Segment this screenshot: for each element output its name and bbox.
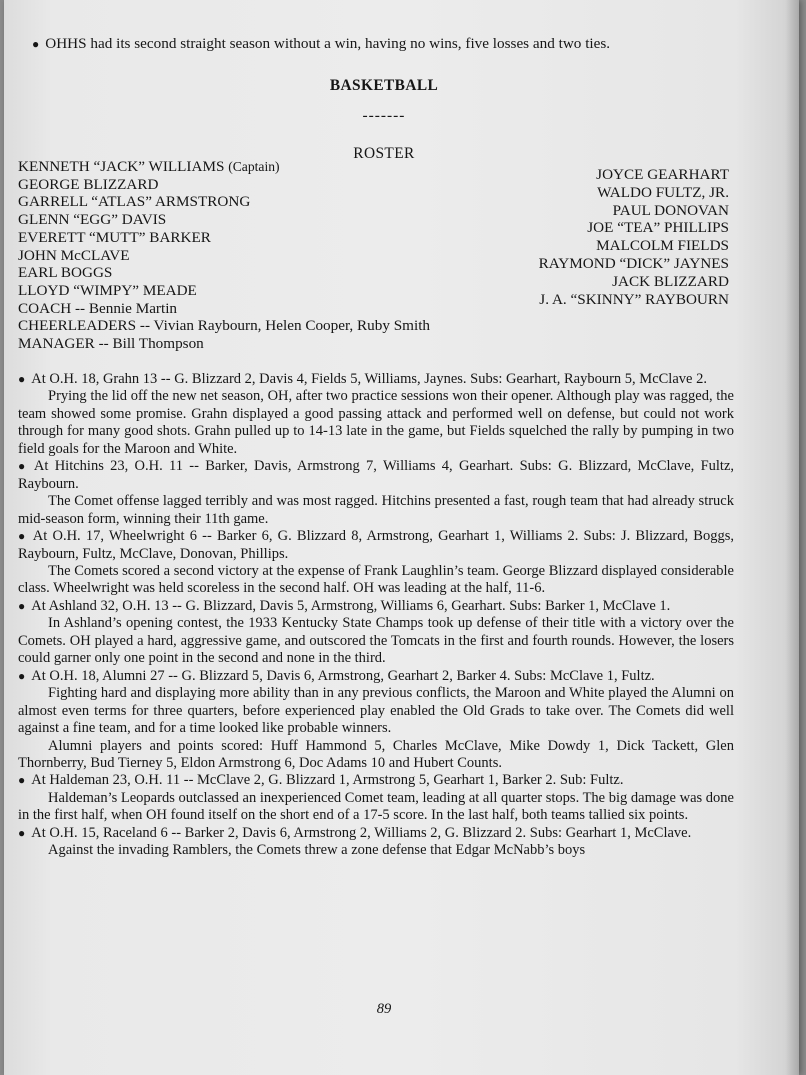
- lead-bullet: [32, 33, 732, 55]
- bullet-icon: ●: [18, 529, 27, 544]
- game-result: ● At Hitchins 23, O.H. 11 -- Barker, Davis, Armstrong 7, Williams 4, Gearhart. Subs: G. Blizzard, McClave, Fultz, Raybourn.: [18, 458, 735, 492]
- roster-entry: GARRELL “ATLAS” ARMSTRONG: [18, 193, 251, 211]
- roster-entry: JOE “TEA” PHILLIPS: [587, 219, 729, 237]
- alumni-scorers: Alumni players and points scored: Huff Hammond 5, Charles McClave, Mike Dowdy 1, Dick Tackett, Glen Thornberry, Bud Tierney 5, Eldon Armstrong 6, Doc Adams 10 and Hubert Counts.: [18, 737, 734, 771]
- bullet-icon: ●: [18, 372, 26, 386]
- captain-note: (Captain): [228, 159, 280, 174]
- book-page: [4, 0, 799, 1075]
- bullet-icon: ●: [18, 459, 28, 474]
- roster-entry: PAUL DONOVAN: [612, 201, 729, 219]
- game-summary: In Ashland’s opening contest, the 1933 Kentucky State Champs took up defense of their title with a victory over the Comets. OH played a hard, aggressive game, and outscored the Tomcats in the first and fourth rounds. However, the losers could garner only one point in the second and none in the third.: [18, 615, 734, 667]
- roster-entry: WALDO FULTZ, JR.: [597, 183, 729, 201]
- roster-entry: MALCOLM FIELDS: [596, 237, 729, 255]
- roster-title: ROSTER: [353, 145, 415, 162]
- roster-entry: J. A. “SKINNY” RAYBOURN: [539, 290, 729, 308]
- roster-entry: JOYCE GEARHART: [596, 166, 729, 183]
- roster-entry: GEORGE BLIZZARD: [18, 175, 159, 193]
- game-summary: Fighting hard and displaying more ability than in any previous conflicts, the Maroon and White played the Alumni on almost even terms for three quarters, before experienced play enabled the Old Grads to take over. The Comets did well against a fine team, and for a time looked like probable winners.: [18, 685, 734, 737]
- game-summary: The Comet offense lagged terribly and was most ragged. Hitchins presented a fast, rough team that had already struck mid-season form, winning their 11th game.: [18, 493, 734, 527]
- roster-coach: COACH -- Bennie Martin: [18, 299, 178, 317]
- bullet-icon: ●: [32, 37, 40, 51]
- game-result: ● At O.H. 18, Alumni 27 -- G. Blizzard 5, Davis 6, Armstrong, Gearhart 2, Barker 4. Subs: McClave 1, Fultz.: [18, 667, 655, 684]
- roster-cheerleaders: CHEERLEADERS -- Vivian Raybourn, Helen Cooper, Ruby Smith: [18, 317, 431, 335]
- game-result: ● At O.H. 17, Wheelwright 6 -- Barker 6, G. Blizzard 8, Armstrong, Gearhart 1, Williams 2. Subs: J. Blizzard, Boggs, Raybourn, Fultz, McClave, Donovan, Phillips.: [18, 528, 734, 562]
- roster-entry: EARL BOGGS: [18, 264, 113, 282]
- game-reports: [18, 371, 734, 860]
- lead-bullet-text: OHHS had its second straight season without a win, having no wins, five losses and two ties.: [45, 35, 611, 52]
- roster-entry: RAYMOND “DICK” JAYNES: [538, 254, 729, 272]
- game-result: ● At Haldeman 23, O.H. 11 -- McClave 2, G. Blizzard 1, Armstrong 5, Gearhart 1, Barker 2. Sub: Fultz.: [18, 772, 624, 789]
- bullet-icon: ●: [18, 825, 26, 840]
- bullet-icon: ●: [18, 598, 26, 613]
- game-result: ● At Ashland 32, O.H. 13 -- G. Blizzard, Davis 5, Armstrong, Williams 6, Gearhart. Subs: Barker 1, McClave 1.: [18, 597, 671, 614]
- section-heading: BASKETBALL: [329, 77, 439, 94]
- bullet-icon: ●: [18, 773, 26, 788]
- game-summary: The Comets scored a second victory at the expense of Frank Laughlin’s team. George Blizzard displayed considerable class. Wheelwright was held scoreless in the second half. OH was leading at the half, 11-6.: [18, 562, 734, 597]
- section-divider: -------: [362, 107, 406, 124]
- game-result: ● At O.H. 18, Grahn 13 -- G. Blizzard 2, Davis 4, Fields 5, Williams, Jaynes. Subs: Gearhart, Raybourn 5, McClave 2.: [18, 371, 707, 387]
- page-number: 89: [376, 1001, 392, 1017]
- roster-manager: MANAGER -- Bill Thompson: [18, 335, 204, 353]
- game-summary: Against the invading Ramblers, the Comets threw a zone defense that Edgar McNabb’s boys: [48, 842, 586, 859]
- roster-entry: KENNETH “JACK” WILLIAMS (Captain): [18, 158, 280, 175]
- roster-entry: JACK BLIZZARD: [612, 272, 729, 290]
- bullet-icon: ●: [18, 668, 26, 683]
- roster-entry: LLOYD “WIMPY” MEADE: [18, 281, 197, 299]
- roster-right-column: [429, 166, 729, 308]
- roster-entry: JOHN McCLAVE: [18, 246, 130, 264]
- roster-entry: EVERETT “MUTT” BARKER: [18, 228, 211, 246]
- game-summary: Haldeman’s Leopards outclassed an inexperienced Comet team, leading at all quarter stops. The big damage was done in the first half, when OH found itself on the short end of a 17-5 score. In the last half, both teams tallied six points.: [18, 789, 734, 824]
- game-summary: Prying the lid off the new net season, OH, after two practice sessions won their opener. Although play was ragged, the team showed some promise. Grahn displayed a good passing attack and performed well on defense, but could not work through for many good shots. Grahn pulled up to 14-13 late in the game, but Fields squelched the rally by pumping in two field goals for the Maroon and White.: [18, 388, 734, 457]
- game-result: ● At O.H. 15, Raceland 6 -- Barker 2, Davis 6, Armstrong 2, Williams 2, G. Blizzard 2. Subs: Gearhart 1, McClave.: [18, 824, 692, 841]
- roster-entry: GLENN “EGG” DAVIS: [18, 211, 167, 229]
